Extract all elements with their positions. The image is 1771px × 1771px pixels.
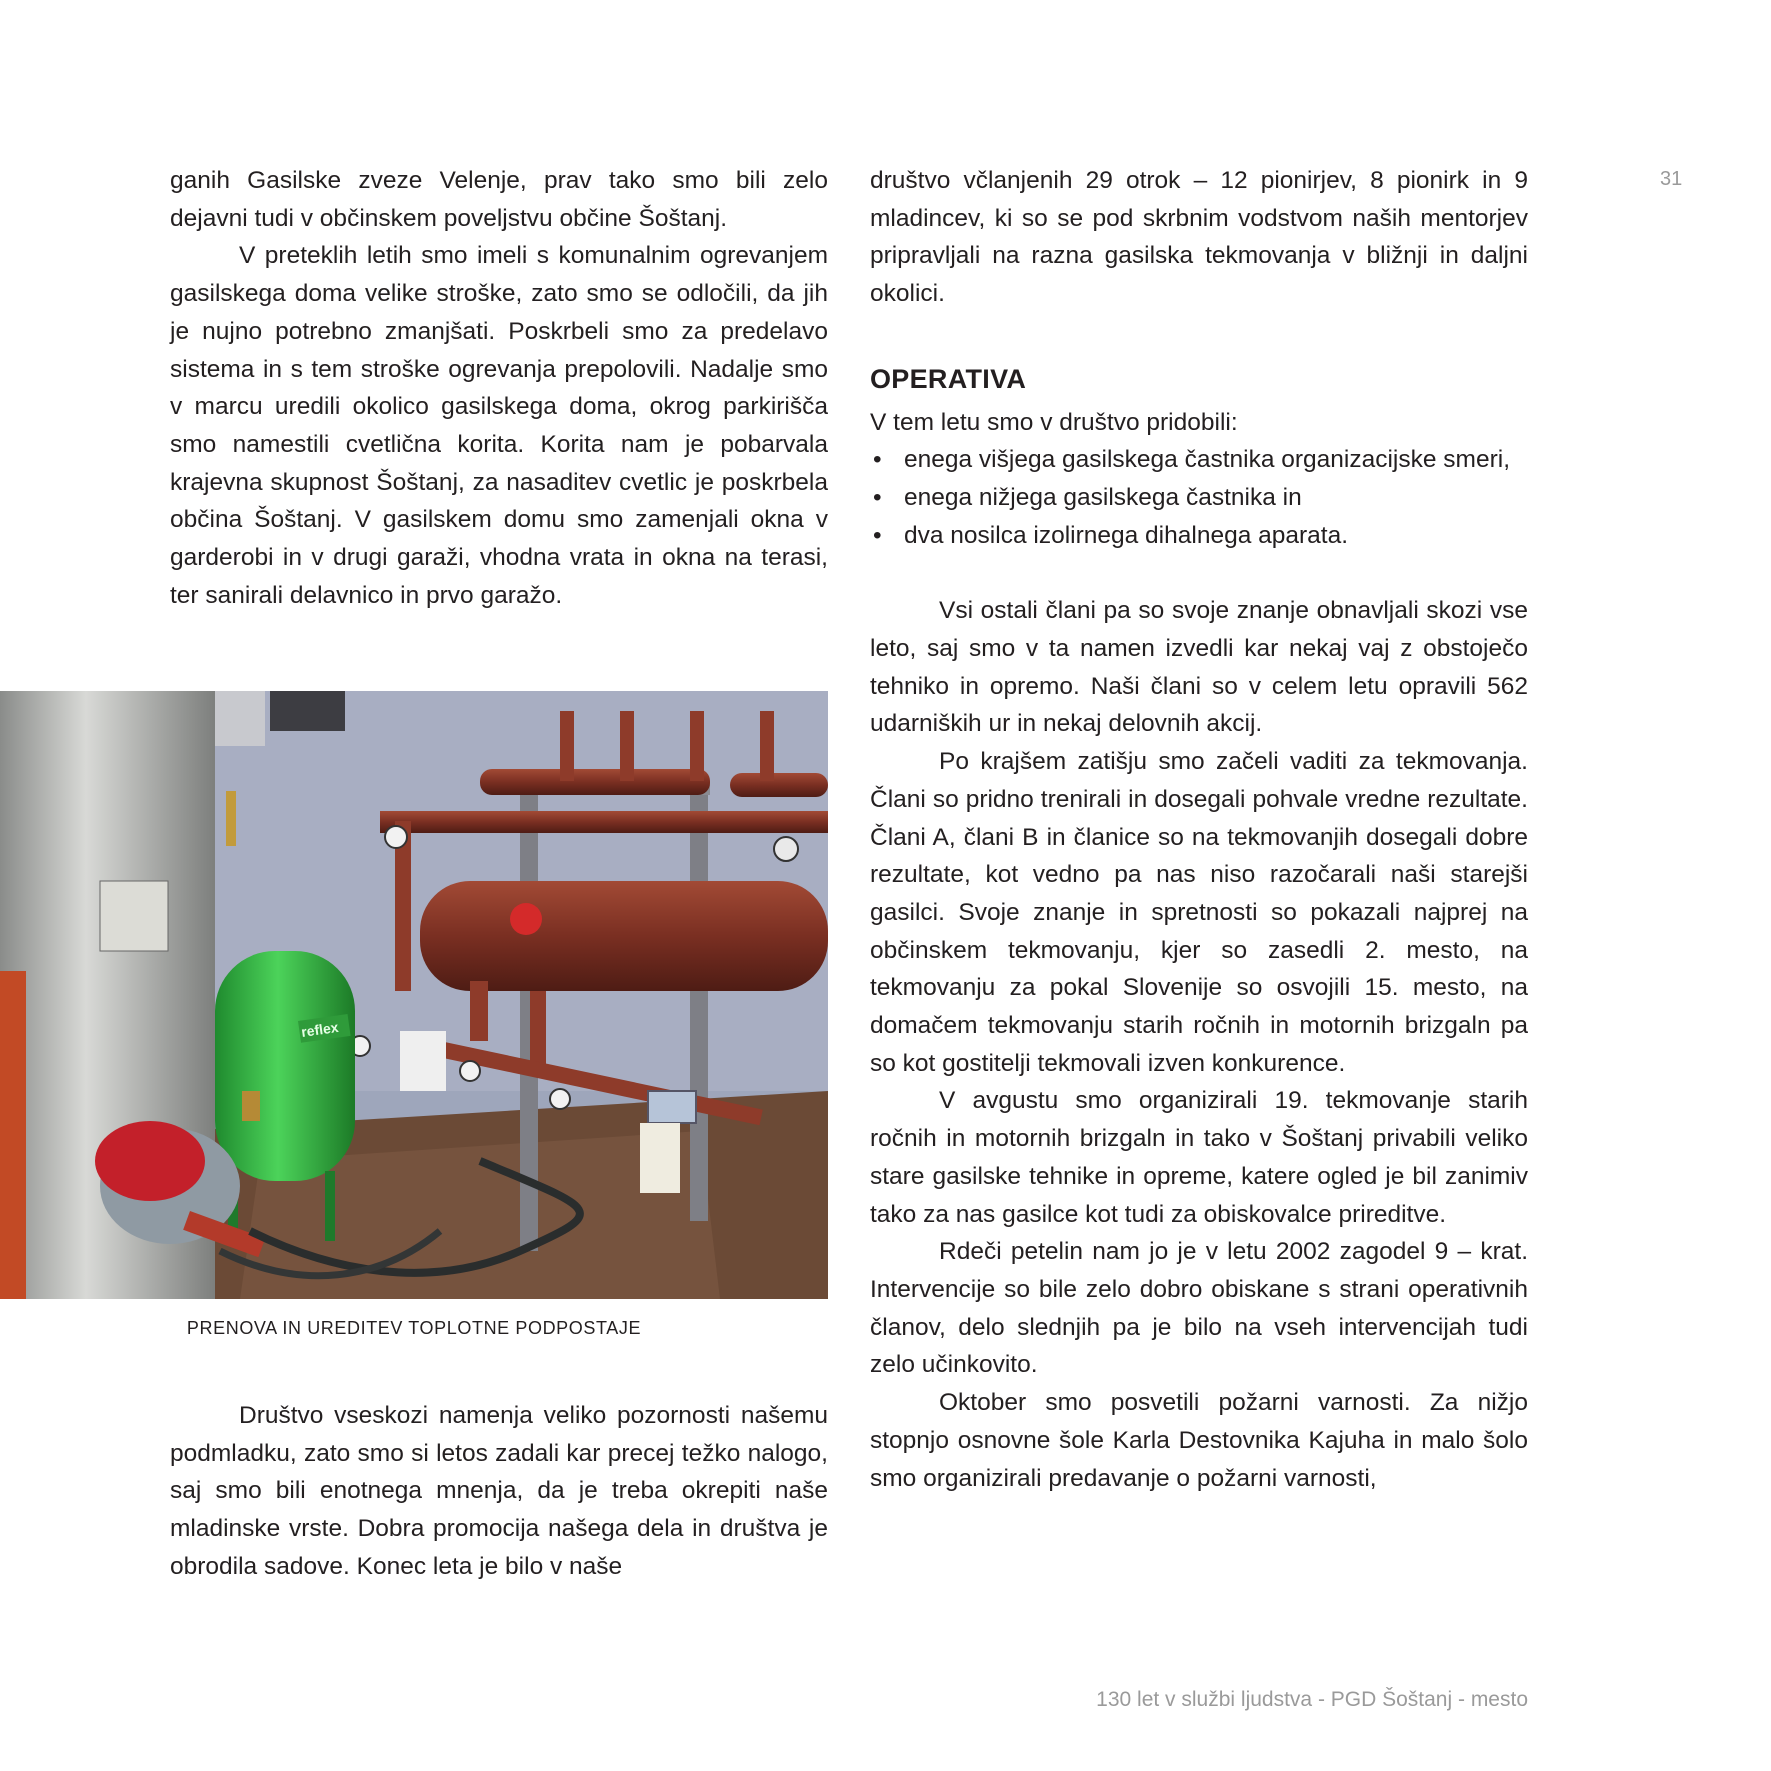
photo-heating-substation [0,691,828,1299]
list-item: • dva nosilca izolirnega dihalnega aparata. [870,517,1528,555]
photo-caption: PRENOVA IN UREDITEV TOPLOTNE PODPOSTAJE [186,1318,642,1338]
list-item: • enega višjega gasilskega častnika organizacijske smeri, [870,441,1528,479]
bullet-list [870,441,1528,554]
paragraph: V avgustu smo organizirali 19. tekmovanje starih ročnih in motornih brizgaln in tako v Šoštanj privabili veliko stare gasilske tehnike in opreme, katere ogled je bil zanimiv tako za nas gasilce kot tudi za obiskovalce prireditve. [870,1087,1528,1228]
left-column-top [170,162,828,614]
paragraph: Po krajšem zatišju smo začeli vaditi za tekmovanja. Člani so pridno trenirali in dosegali pohvale vredne rezultate. Člani A, člani B in članice so na tekmovanjih dosegali dobre rezultate, kot vedno pa nas niso razočarali naši starejši gasilci. Svoje znanje in spretnosti so pokazali najprej na občinskem tekmovanju, kjer so zasedli 2. mesto, na tekmovanju za pokal Slovenije so osvojili 15. mesto, na domačem tekmovanju starih ročnih in motornih brizgaln pa so kot gostitelji tekmovali izven konkurence. [870,748,1528,1077]
left-column-bottom [170,1397,828,1586]
paragraph: Rdeči petelin nam jo je v letu 2002 zagodel 9 – krat. Intervencije so bile zelo dobro obiskane s strani operativnih članov, delo slednjih pa je bilo na vseh intervencijah tudi zelo učinkovito. [870,1238,1528,1379]
paragraph: društvo včlanjenih 29 otrok – 12 pionirjev, 8 pionirk in 9 mladincev, ki so se pod skrbnim vodstvom naših mentorjev pripravljali na razna gasilska tekmovanja v bližnji in daljni okolici. [870,167,1528,308]
paragraph: ganih Gasilske zveze Velenje, prav tako smo bili zelo dejavni tudi v občinskem poveljstvu občine Šoštanj. [170,167,828,232]
paragraph: Društvo vseskozi namenja veliko pozornosti našemu podmladku, zato smo si letos zadali kar precej težko nalogo, saj smo bili enotnega mnenja, da je treba okrepiti naše mladinske vrste. Dobra promocija našega dela in društva je obrodila sadove. Konec leta je bilo v naše [170,1402,828,1580]
list-item: • enega nižjega gasilskega častnika in [870,479,1528,517]
page-number: 31 [1660,168,1683,190]
list-intro: V tem letu smo v društvo pridobili: [870,408,1238,436]
section-heading: OPERATIVA [870,363,1027,394]
paragraph: Vsi ostali člani pa so svoje znanje obnavljali skozi vse leto, saj smo v ta namen izvedli kar nekaj vaj z obstoječo tehniko in opremo. Naši člani so v celem letu opravili 562 udarniških ur in nekaj delovnih akcij. [870,597,1528,738]
paragraph: V preteklih letih smo imeli s komunalnim ogrevanjem gasilskega doma velike stroške, zato smo se odločili, da jih je nujno potrebno zmanjšati. Poskrbeli smo za predelavo sistema in s tem stroške ogrevanja prepolovili. Nadalje smo v marcu uredili okolico gasilskega doma, okrog parkirišča smo namestili cvetlična korita. Korita nam je pobarvala krajevna skupnost Šoštanj, za nasaditev cvetlic je poskrbela občina Šoštanj. V gasilskem domu smo zamenjali okna v garderobi in v drugi garaži, vhodna vrata in okna na terasi, ter sanirali delavnico in prvo garažo. [170,242,828,609]
paragraph: Oktober smo posvetili požarni varnosti. Za nižjo stopnjo osnovne šole Karla Destovnika Kajuha in malo šolo smo organizirali predavanje o požarni varnosti, [870,1389,1528,1492]
photo-illustration [0,691,828,1299]
reflex-label: reflex [300,1018,340,1040]
page-footer: 130 let v službi ljudstva - PGD Šoštanj - mesto [1096,1688,1528,1711]
right-column [870,162,1528,1497]
